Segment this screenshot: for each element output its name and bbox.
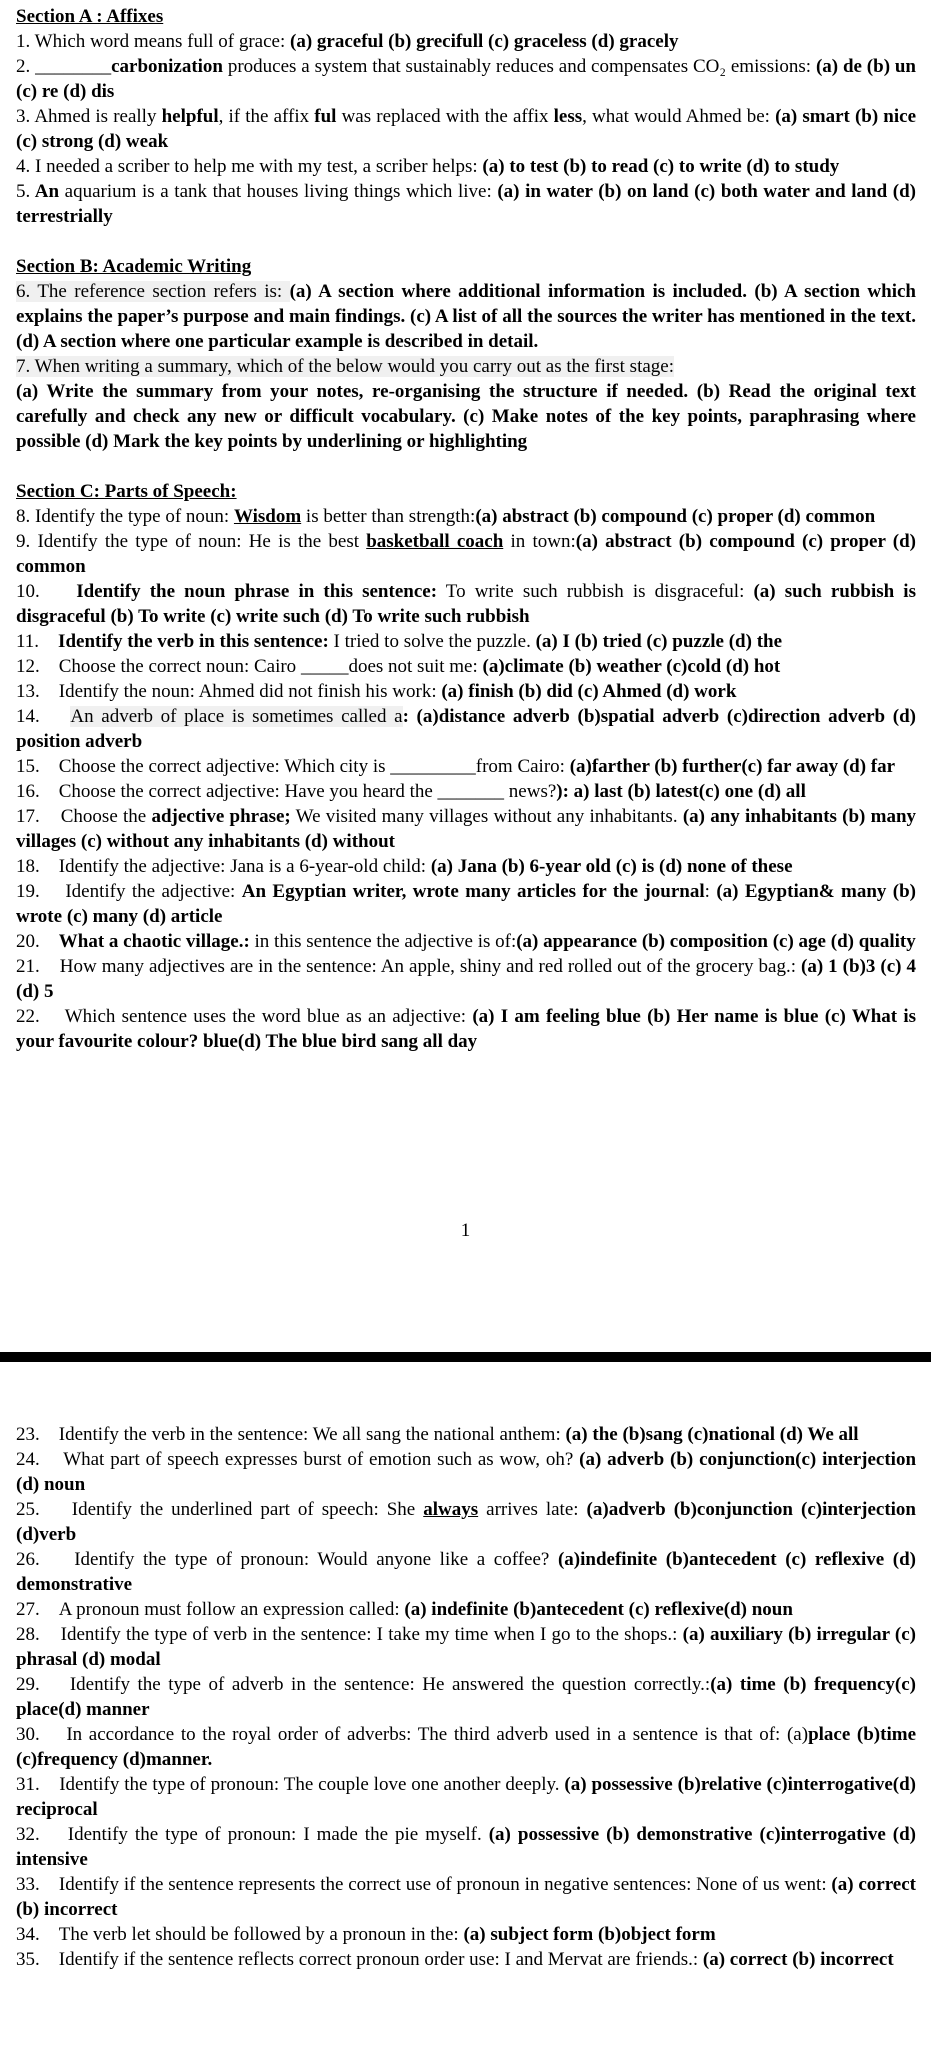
question-10: 10. Identify the noun phrase in this sentence: To write such rubbish is disgraceful: (a) such rubbish is disgraceful (b) To write (c) write such (d) To write such rubbish [16, 581, 916, 627]
question-23: 23. Identify the verb in the sentence: We all sang the national anthem: (a) the (b)sang (c)national (d) We all [16, 1424, 859, 1445]
question-24: 24. What part of speech expresses burst of emotion such as wow, oh? (a) adverb (b) conjunction(c) interjection (d) noun [16, 1449, 917, 1495]
question-9: 9. Identify the type of noun: He is the best basketball coach in town:(a) abstract (b) compound (c) proper (d) common [16, 531, 916, 577]
section-c-title: Section C: Parts of Speech: [16, 481, 237, 502]
question-4: 4. I needed a scriber to help me with my test, a scriber helps: (a) to test (b) to read (c) to write (d) to study [16, 156, 840, 177]
question-31: 31. Identify the type of pronoun: The couple love one another deeply. (a) possessive (b)relative (c)interrogative(d) reciprocal [16, 1774, 917, 1820]
question-6: 6. The reference section refers is: (a) A section where additional information is included. (b) A section which explains the paper’s purpose and main findings. (c) A list of all the sources the writer has mentioned in the text. (d) A section where one particular example is described in detail. [16, 281, 916, 352]
question-5: 5. An aquarium is a tank that houses living things which live: (a) in water (b) on land (c) both water and land (d) terrestrially [16, 181, 916, 227]
question-28: 28. Identify the type of verb in the sentence: I take my time when I go to the shops.: (a) auxiliary (b) irregular (c) phrasal (d) modal [16, 1624, 917, 1670]
question-19: 19. Identify the adjective: An Egyptian writer, wrote many articles for the journal: (a) Egyptian& many (b) wrote (c) many (d) article [16, 881, 917, 927]
question-11: 11. Identify the verb in this sentence: I tried to solve the puzzle. (a) I (b) tried (c) puzzle (d) the [16, 631, 783, 652]
spacer [16, 454, 916, 479]
question-25: 25. Identify the underlined part of speech: She always arrives late: (a)adverb (b)conjunction (c)interjection (d)verb [16, 1499, 916, 1545]
page-separator [0, 1352, 931, 1362]
question-16: 16. Choose the correct adjective: Have you heard the _______ news?): a) last (b) latest(c) one (d) all [16, 781, 806, 802]
question-3: 3. Ahmed is really helpful, if the affix ful was replaced with the affix less, what would Ahmed be: (a) smart (b) nice (c) strong (d) weak [16, 106, 917, 152]
question-17: 17. Choose the adjective phrase; We visited many villages without any inhabitants. (a) any inhabitants (b) many villages (c) without any inhabitants (d) without [16, 806, 917, 852]
answer-blank: _________ [390, 756, 476, 777]
answer-blank: _____ [300, 656, 349, 677]
question-27: 27. A pronoun must follow an expression called: (a) indefinite (b)antecedent (c) reflexive(d) noun [16, 1599, 793, 1620]
question-1: 1. Which word means full of grace: (a) graceful (b) grecifull (c) graceless (d) gracely [16, 31, 679, 52]
question-2: 2. ________carbonization produces a system that sustainably reduces and compensates CO₂ emissions: (a) de (b) un (c) re (d) dis [16, 56, 917, 102]
page-number: 1 [460, 1220, 471, 1241]
question-34: 34. The verb let should be followed by a pronoun in the: (a) subject form (b)object form [16, 1924, 716, 1945]
question-35: 35. Identify if the sentence reflects correct pronoun order use: I and Mervat are friends.: (a) correct (b) incorrect [16, 1949, 894, 1970]
spacer [16, 229, 916, 254]
section-a-title: Section A : Affixes [16, 6, 164, 27]
question-21: 21. How many adjectives are in the sentence: An apple, shiny and red rolled out of the grocery bag.: (a) 1 (b)3 (c) 4 (d) 5 [16, 956, 916, 1002]
answer-blank: ________ [35, 56, 112, 77]
question-7: 7. When writing a summary, which of the below would you carry out as the first stage: (a) Write the summary from your notes, re-organising the structure if needed. (b) Read the original text carefully and check any new or difficult vocabulary. (c) Make notes of the key points, paraphrasing where possible (d) Mark the key points by underlining or highlighting [16, 356, 916, 452]
question-30: 30. In accordance to the royal order of adverbs: The third adverb used in a sentence is that of: (a)place (b)time (c)frequency (d)manner. [16, 1724, 917, 1770]
question-26: 26. Identify the type of pronoun: Would anyone like a coffee? (a)indefinite (b)antecedent (c) reflexive (d) demonstrative [16, 1549, 917, 1595]
exam-page-2 [0, 1418, 931, 1972]
question-12: 12. Choose the correct noun: Cairo _____does not suit me: (a)climate (b) weather (c)cold (d) hot [16, 656, 781, 677]
question-8: 8. Identify the type of noun: Wisdom is better than strength:(a) abstract (b) compound (c) proper (d) common [16, 506, 876, 527]
question-29: 29. Identify the type of adverb in the sentence: He answered the question correctly.:(a) time (b) frequency(c) place(d) manner [16, 1674, 917, 1720]
question-20: 20. What a chaotic village.: in this sentence the adjective is of:(a) appearance (b) composition (c) age (d) quality [16, 931, 916, 952]
page-gap [0, 1362, 931, 1418]
question-33: 33. Identify if the sentence represents the correct use of pronoun in negative sentences: None of us went: (a) correct (b) incorrect [16, 1874, 916, 1920]
question-14: 14. An adverb of place is sometimes called a: (a)distance adverb (b)spatial adverb (c)direction adverb (d) position adverb [16, 706, 917, 752]
question-15: 15. Choose the correct adjective: Which city is _________from Cairo: (a)farther (b) further(c) far away (d) far [16, 756, 896, 777]
question-22: 22. Which sentence uses the word blue as an adjective: (a) I am feeling blue (b) Her name is blue (c) What is your favourite colour? blue(d) The blue bird sang all day [16, 1006, 917, 1052]
question-18: 18. Identify the adjective: Jana is a 6-year-old child: (a) Jana (b) 6-year old (c) is (d) none of these [16, 856, 793, 877]
question-13: 13. Identify the noun: Ahmed did not finish his work: (a) finish (b) did (c) Ahmed (d) work [16, 681, 737, 702]
section-b-title: Section B: Academic Writing [16, 256, 252, 277]
answer-blank: _______ [437, 781, 505, 802]
question-32: 32. Identify the type of pronoun: I made the pie myself. (a) possessive (b) demonstrative (c)interrogative (d) intensive [16, 1824, 916, 1870]
page-2-content [0, 1418, 931, 1972]
